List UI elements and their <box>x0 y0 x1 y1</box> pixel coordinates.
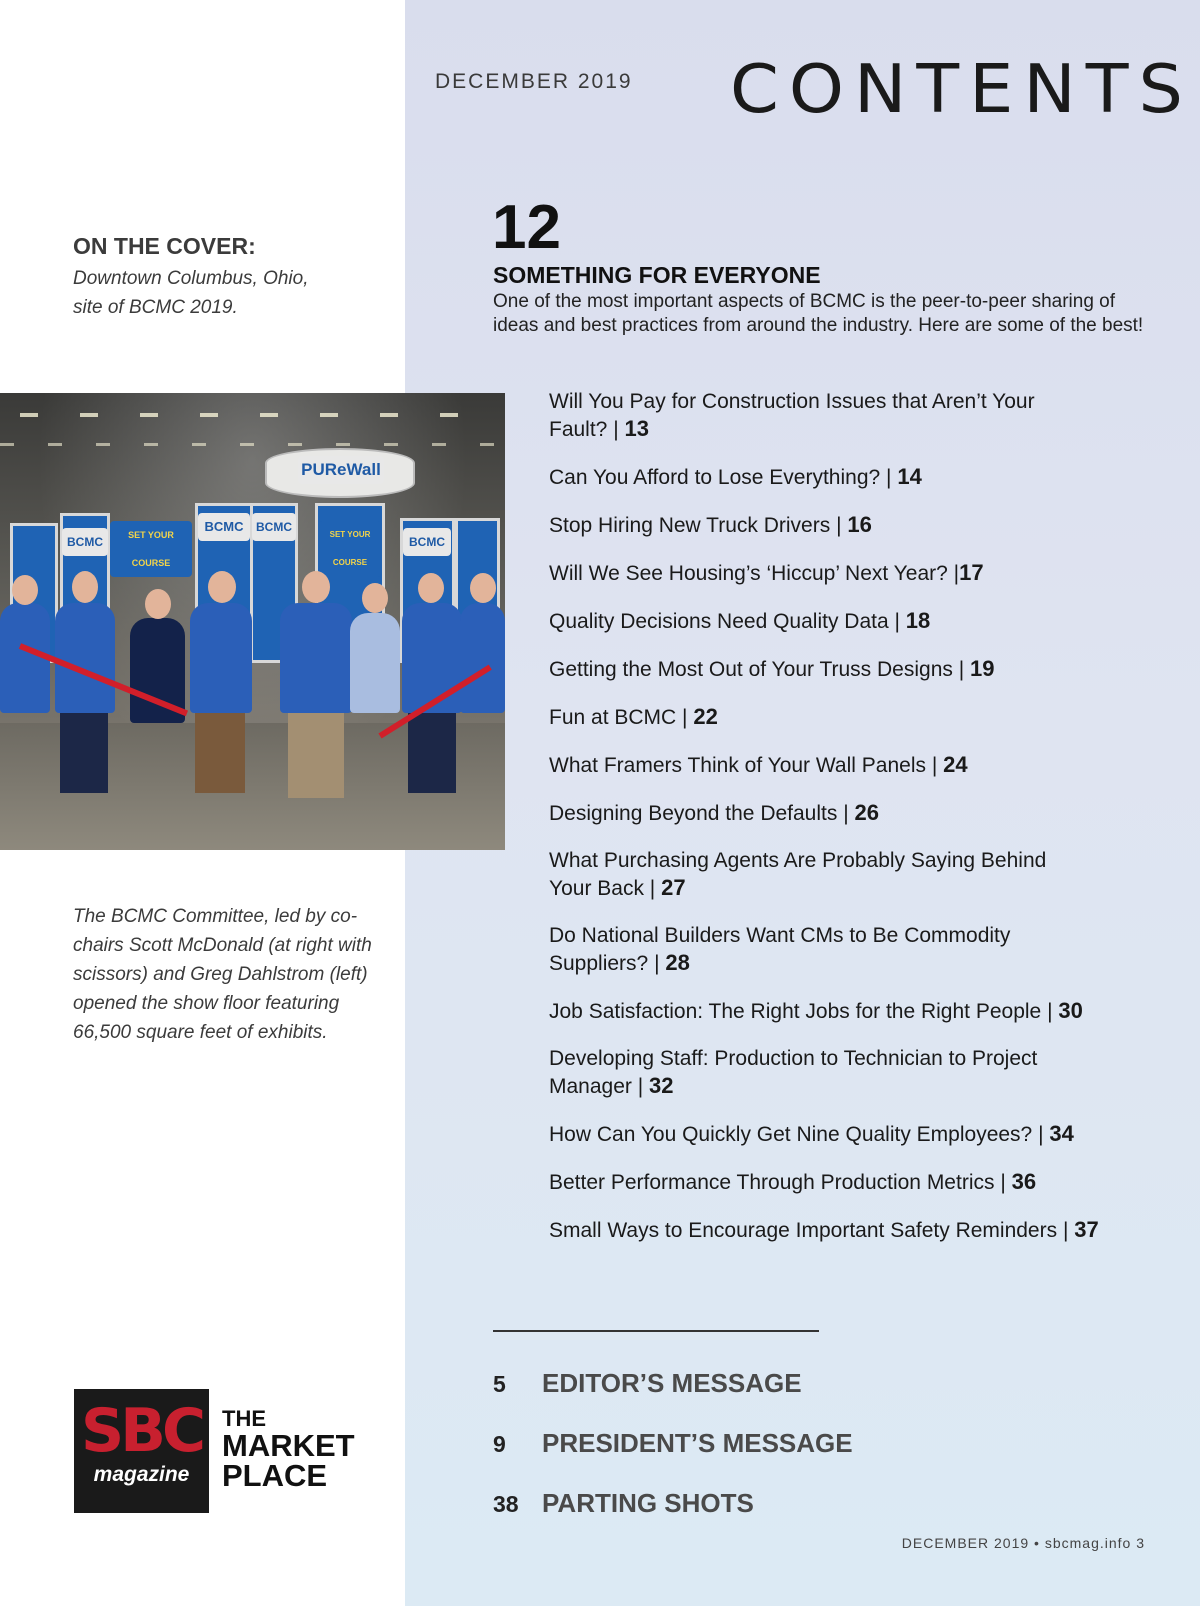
article-title: What Framers Think of Your Wall Panels <box>549 754 926 777</box>
article-page: 14 <box>897 464 922 489</box>
article-separator: | <box>676 706 694 729</box>
article-list <box>549 388 1149 1244</box>
photo-caption: The BCMC Committee, led by co-chairs Scott McDonald (at right with scissors) and Greg Dahlstrom (left) opened the show floor featuring 66,500 square feet of exhibits. <box>73 906 372 1043</box>
article-separator: | <box>830 514 848 537</box>
article-separator: | <box>926 754 944 777</box>
article-title: Small Ways to Encourage Important Safety Reminders <box>549 1219 1058 1242</box>
article-separator: | <box>631 1075 650 1098</box>
person <box>460 603 505 713</box>
article-title: Do National Builders Want CMs to Be Commodity Suppliers? <box>549 924 1011 975</box>
person-legs <box>408 713 456 793</box>
person-head <box>470 573 496 603</box>
article-separator: | <box>888 610 906 633</box>
person <box>350 613 400 713</box>
article-title: What Purchasing Agents Are Probably Saying Behind Your Back <box>549 849 1047 900</box>
article-page: 19 <box>970 656 995 681</box>
person-head <box>418 573 444 603</box>
article-separator: | <box>1041 1000 1059 1023</box>
article-entry[interactable] <box>549 799 1149 827</box>
article-entry[interactable] <box>549 751 1149 779</box>
person-legs <box>288 713 344 798</box>
booth-sign: PUReWall <box>298 456 384 484</box>
person <box>55 603 115 713</box>
article-entry[interactable] <box>549 922 1069 977</box>
booth-sign: BCMC <box>252 513 296 541</box>
article-page: 34 <box>1049 1121 1074 1146</box>
department-label: PARTING SHOTS <box>542 1488 754 1518</box>
department-label: EDITOR’S MESSAGE <box>542 1368 802 1398</box>
page-footer: DECEMBER 2019 • sbcmag.info 3 <box>901 1535 1145 1551</box>
article-title: Will You Pay for Construction Issues that Aren’t Your Fault? <box>549 390 1035 441</box>
logo-magazine-text: magazine <box>93 1463 190 1486</box>
article-page: 28 <box>665 950 690 975</box>
article-separator: | <box>607 418 625 441</box>
article-page: 26 <box>854 800 879 825</box>
article-page: 37 <box>1074 1217 1099 1242</box>
article-separator: | <box>880 466 898 489</box>
person <box>280 603 352 713</box>
department-page: 38 <box>493 1491 519 1517</box>
article-title: Designing Beyond the Defaults <box>549 802 838 825</box>
feature-description: One of the most important aspects of BCMC is the peer-to-peer sharing of ideas and best practices from around the industry. Here are some of the best! <box>493 291 1144 336</box>
department-label: PRESIDENT’S MESSAGE <box>542 1428 853 1458</box>
article-page: 24 <box>943 752 968 777</box>
market-line: MARKET <box>222 1428 355 1463</box>
article-entry[interactable] <box>549 1168 1149 1196</box>
article-entry[interactable] <box>549 703 1149 731</box>
logo-sbc-text: SBC <box>81 1396 202 1466</box>
department-entry[interactable] <box>493 1428 853 1459</box>
person-legs <box>195 713 245 793</box>
article-page: 32 <box>649 1073 674 1098</box>
person-head <box>362 583 388 613</box>
person-head <box>145 589 171 619</box>
cover-caption-line: site of BCMC 2019. <box>73 297 238 318</box>
article-title: How Can You Quickly Get Nine Quality Employees? <box>549 1123 1033 1146</box>
article-title: Quality Decisions Need Quality Data <box>549 610 889 633</box>
article-page: 36 <box>1011 1169 1037 1194</box>
market-line: PLACE <box>222 1458 328 1493</box>
person-legs <box>60 713 108 793</box>
article-separator: | <box>643 877 662 900</box>
article-page: 17 <box>959 560 984 585</box>
market-place-heading <box>222 1407 355 1491</box>
article-title: Will We See Housing’s ‘Hiccup’ Next Year? <box>549 562 948 585</box>
booth-sign: BCMC <box>62 528 108 556</box>
article-entry[interactable] <box>549 847 1089 902</box>
article-title: Stop Hiring New Truck Drivers <box>549 514 831 537</box>
article-separator: | <box>947 562 960 585</box>
article-page: 18 <box>905 608 931 633</box>
article-entry[interactable] <box>549 997 1149 1025</box>
person <box>402 603 462 713</box>
person-head <box>302 571 330 603</box>
article-entry[interactable] <box>549 655 1149 683</box>
department-page: 9 <box>493 1431 506 1457</box>
person-head <box>12 575 38 605</box>
article-title: Job Satisfaction: The Right Jobs for the Right People <box>549 1000 1042 1023</box>
section-divider <box>493 1330 819 1332</box>
cover-caption-line: Downtown Columbus, Ohio, <box>73 268 309 289</box>
article-page: 16 <box>847 512 872 537</box>
booth-sign: BCMC <box>403 528 451 556</box>
article-page: 27 <box>661 875 686 900</box>
cover-heading: ON THE COVER: <box>73 233 256 259</box>
cover-caption <box>73 264 373 322</box>
article-title: Fun at BCMC <box>549 706 677 729</box>
article-entry[interactable] <box>549 1120 1149 1148</box>
article-page: 30 <box>1058 998 1083 1023</box>
article-entry[interactable] <box>549 388 1089 443</box>
article-separator: | <box>952 658 970 681</box>
article-page: 22 <box>693 704 718 729</box>
page-title: CONTENTS <box>730 50 1193 128</box>
booth-sign: SET YOUR COURSE <box>110 521 192 577</box>
issue-date: DECEMBER 2019 <box>435 70 633 93</box>
department-page: 5 <box>493 1371 506 1397</box>
department-entry[interactable] <box>493 1368 802 1399</box>
feature-title: SOMETHING FOR EVERYONE <box>493 262 821 288</box>
article-entry[interactable] <box>549 607 1149 635</box>
article-entry[interactable] <box>549 511 1149 539</box>
article-separator: | <box>994 1171 1012 1194</box>
booth-sign: BCMC <box>198 513 250 541</box>
department-entry[interactable] <box>493 1488 754 1519</box>
article-separator: | <box>1057 1219 1075 1242</box>
article-entry[interactable] <box>549 463 1149 491</box>
article-entry[interactable] <box>549 1045 1089 1100</box>
feature-page-number: 12 <box>492 193 561 262</box>
person-head <box>208 571 236 603</box>
bcmc-ribbon-cutting-photo <box>0 393 505 850</box>
market-line: THE <box>222 1406 266 1431</box>
article-title: Better Performance Through Production Metrics <box>549 1171 995 1194</box>
article-entry[interactable] <box>549 1216 1149 1244</box>
article-entry[interactable] <box>549 559 1149 587</box>
article-page: 13 <box>624 416 649 441</box>
article-title: Can You Afford to Lose Everything? <box>549 466 881 489</box>
person-head <box>72 571 98 603</box>
article-separator: | <box>1032 1123 1050 1146</box>
sbc-magazine-logo <box>74 1389 209 1513</box>
booth-sign: SET YOUR COURSE <box>318 521 382 577</box>
article-separator: | <box>837 802 855 825</box>
article-title: Getting the Most Out of Your Truss Designs <box>549 658 953 681</box>
article-title: Developing Staff: Production to Technician to Project Manager <box>549 1047 1038 1098</box>
article-separator: | <box>648 952 666 975</box>
person <box>190 603 252 713</box>
